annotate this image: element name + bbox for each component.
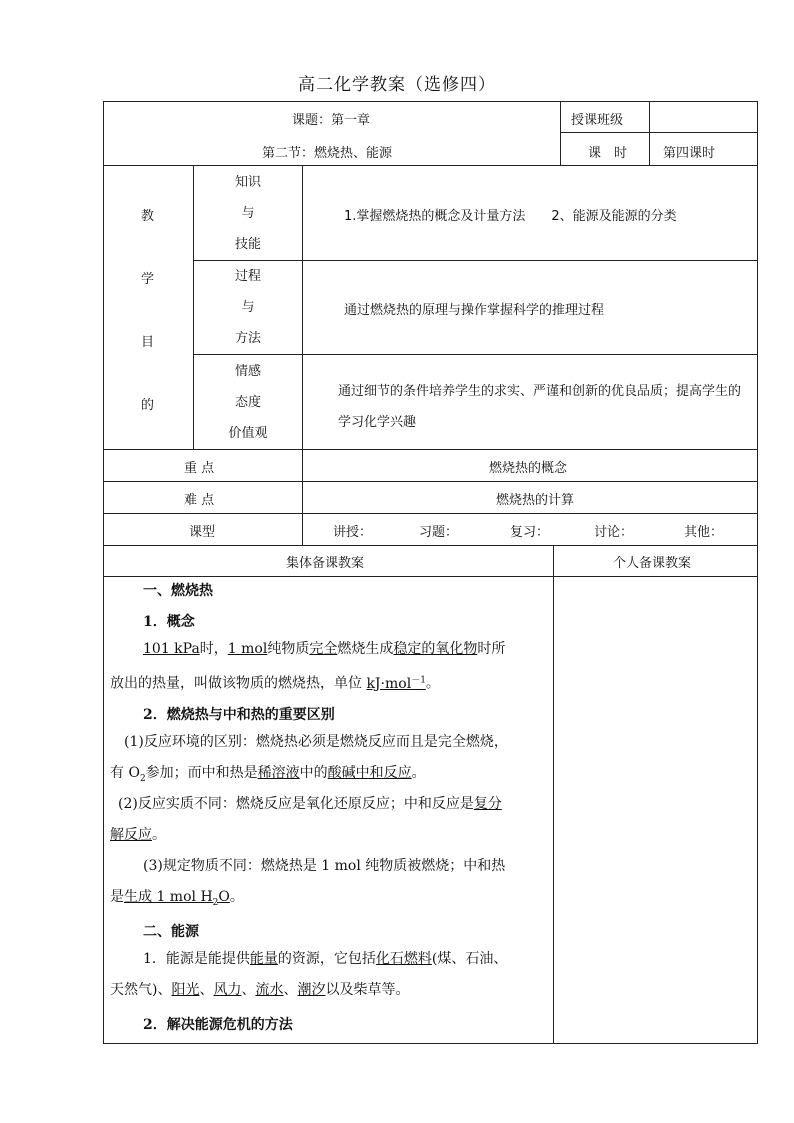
personal-plan-header: 个人备课教案 [613, 556, 692, 571]
category-line: 技能 [234, 236, 261, 252]
text-run: 中的 [299, 765, 328, 781]
divider [560, 132, 758, 133]
text-run: 有 O [110, 765, 140, 781]
divider [649, 101, 650, 165]
objective-content-process: 通过燃烧热的原理与操作掌握科学的推理过程 [344, 303, 605, 318]
text-run: (煤、石油、 [431, 951, 508, 967]
text-run: 101 kPa [143, 641, 200, 657]
category-line: 知识 [234, 174, 261, 190]
heading-combustion-heat: 一、燃烧热 [143, 583, 213, 599]
divider [103, 513, 758, 514]
objective-content-emotion: 通过细节的条件培养学生的求实、严谨和创新的优良品质；提高学生的学习化学兴趣 [338, 384, 742, 430]
text-run: 。 [425, 675, 440, 692]
text-run: 风力 [213, 982, 242, 998]
category-line: 情感 [234, 363, 261, 379]
objective-content-knowledge: 1.掌握燃烧热的概念及计量方法 2、能源及能源的分类 [344, 209, 677, 224]
heading-difference: 2．燃烧热与中和热的重要区别 [143, 707, 335, 723]
text-run: 。 [229, 889, 244, 905]
text-run: 生成 1 mol H [124, 889, 213, 905]
text-run: 化石燃料 [375, 951, 432, 967]
text-run: 稀溶液 [257, 765, 300, 781]
category-line: 与 [241, 300, 255, 315]
lesson-type-option: 讨论： [594, 525, 634, 540]
text-run: 、 [241, 982, 256, 998]
page-title: 高二化学教案（选修四） [298, 75, 496, 95]
text-run: 完全 [309, 641, 338, 657]
lesson-type-option: 其他： [684, 525, 724, 540]
class-label: 授课班级 [571, 113, 624, 128]
text-run: 潮汐 [297, 982, 326, 998]
objectives-side-char: 的 [141, 398, 155, 413]
text-run: O [218, 889, 230, 905]
lesson-title-label: 课题：第一章 [292, 113, 371, 128]
period-label: 课 时 [588, 146, 628, 161]
text-run: 参加；而中和热是 [145, 765, 258, 781]
divider [302, 165, 303, 545]
text-run: 复分 [473, 796, 502, 812]
text-run: (1)反应环境的区别：燃烧热必须是燃烧反应而且是完全燃烧， [124, 734, 508, 750]
period-value: 第四课时 [663, 146, 716, 161]
heading-concept: 1．概念 [143, 614, 195, 630]
objectives-side-char: 目 [141, 335, 155, 350]
paragraph-essence [110, 789, 550, 851]
text-run: kJ·mol [366, 675, 412, 692]
paragraph-concept [110, 634, 550, 700]
objective-category-emotion [194, 355, 302, 449]
objectives-side-char: 学 [141, 272, 155, 287]
divider [103, 449, 758, 450]
objective-category-process [194, 261, 302, 354]
text-run: 放出的热量，叫做该物质的燃烧热，单位 [110, 675, 367, 692]
text-run: 能量 [249, 951, 278, 967]
text-run: －1 [411, 675, 426, 685]
group-plan-header: 集体备课教案 [286, 556, 365, 571]
text-run: 纯物质 [267, 641, 310, 657]
text-run: 燃烧生成 [337, 641, 394, 657]
divider [103, 545, 758, 546]
text-run: 以及柴草等。 [325, 982, 410, 998]
objectives-side-char: 教 [141, 209, 155, 224]
text-run: 稳定的氧化物 [393, 641, 478, 657]
text-run [124, 889, 230, 908]
text-run: 时所 [477, 641, 506, 657]
text-run: 天然气)、 [110, 982, 172, 998]
heading-energy: 二、能源 [143, 924, 199, 940]
section-title-label: 第二节：燃烧热、能源 [262, 146, 393, 161]
text-run: 阳光 [171, 982, 200, 998]
category-line: 态度 [234, 394, 261, 410]
text-run: 。 [411, 765, 426, 781]
lesson-type-option: 复习： [510, 525, 550, 540]
divider [103, 576, 758, 577]
category-line: 与 [241, 205, 255, 221]
paragraph-environment [110, 727, 550, 795]
difficulty-value: 燃烧热的计算 [496, 493, 575, 508]
key-point-label: 重 点 [184, 461, 215, 476]
text-run: 解反应 [110, 827, 152, 843]
divider [553, 545, 554, 1044]
divider [103, 481, 758, 482]
text-run: 是 [110, 889, 124, 905]
text-run: 1．能源是能提供 [143, 951, 250, 967]
category-line: 过程 [234, 269, 261, 284]
text-run: 、 [199, 982, 214, 998]
difficulty-label: 难 点 [184, 493, 215, 508]
text-run: (2)反应实质不同：燃烧反应是氧化还原反应；中和反应是 [118, 796, 474, 812]
paragraph-energy [110, 944, 550, 1006]
lesson-type-option: 习题： [419, 525, 459, 540]
key-point-value: 燃烧热的概念 [489, 461, 568, 476]
text-run [366, 676, 425, 692]
text-run: 、 [283, 982, 298, 998]
objective-category-knowledge [194, 166, 302, 260]
divider [560, 101, 561, 165]
text-run: 2 [139, 773, 146, 784]
text-run: 时， [199, 641, 228, 657]
text-run: 酸碱中和反应 [327, 765, 412, 781]
text-run: 流水 [255, 982, 284, 998]
category-line: 方法 [234, 331, 261, 346]
text-run: (3)规定物质不同：燃烧热是 1 mol 纯物质被燃烧；中和热 [143, 858, 506, 874]
text-run: 。 [152, 827, 166, 843]
category-line: 价值观 [228, 425, 268, 441]
heading-energy-crisis: 2．解决能源危机的方法 [143, 1017, 293, 1033]
text-run: 2 [212, 897, 219, 908]
lesson-type-option: 讲授： [333, 525, 373, 540]
text-run: 1 mol [227, 641, 268, 657]
text-run: 的资源，它包括 [277, 951, 376, 967]
lesson-type-label: 课型 [189, 525, 216, 540]
paragraph-substance [110, 851, 550, 919]
